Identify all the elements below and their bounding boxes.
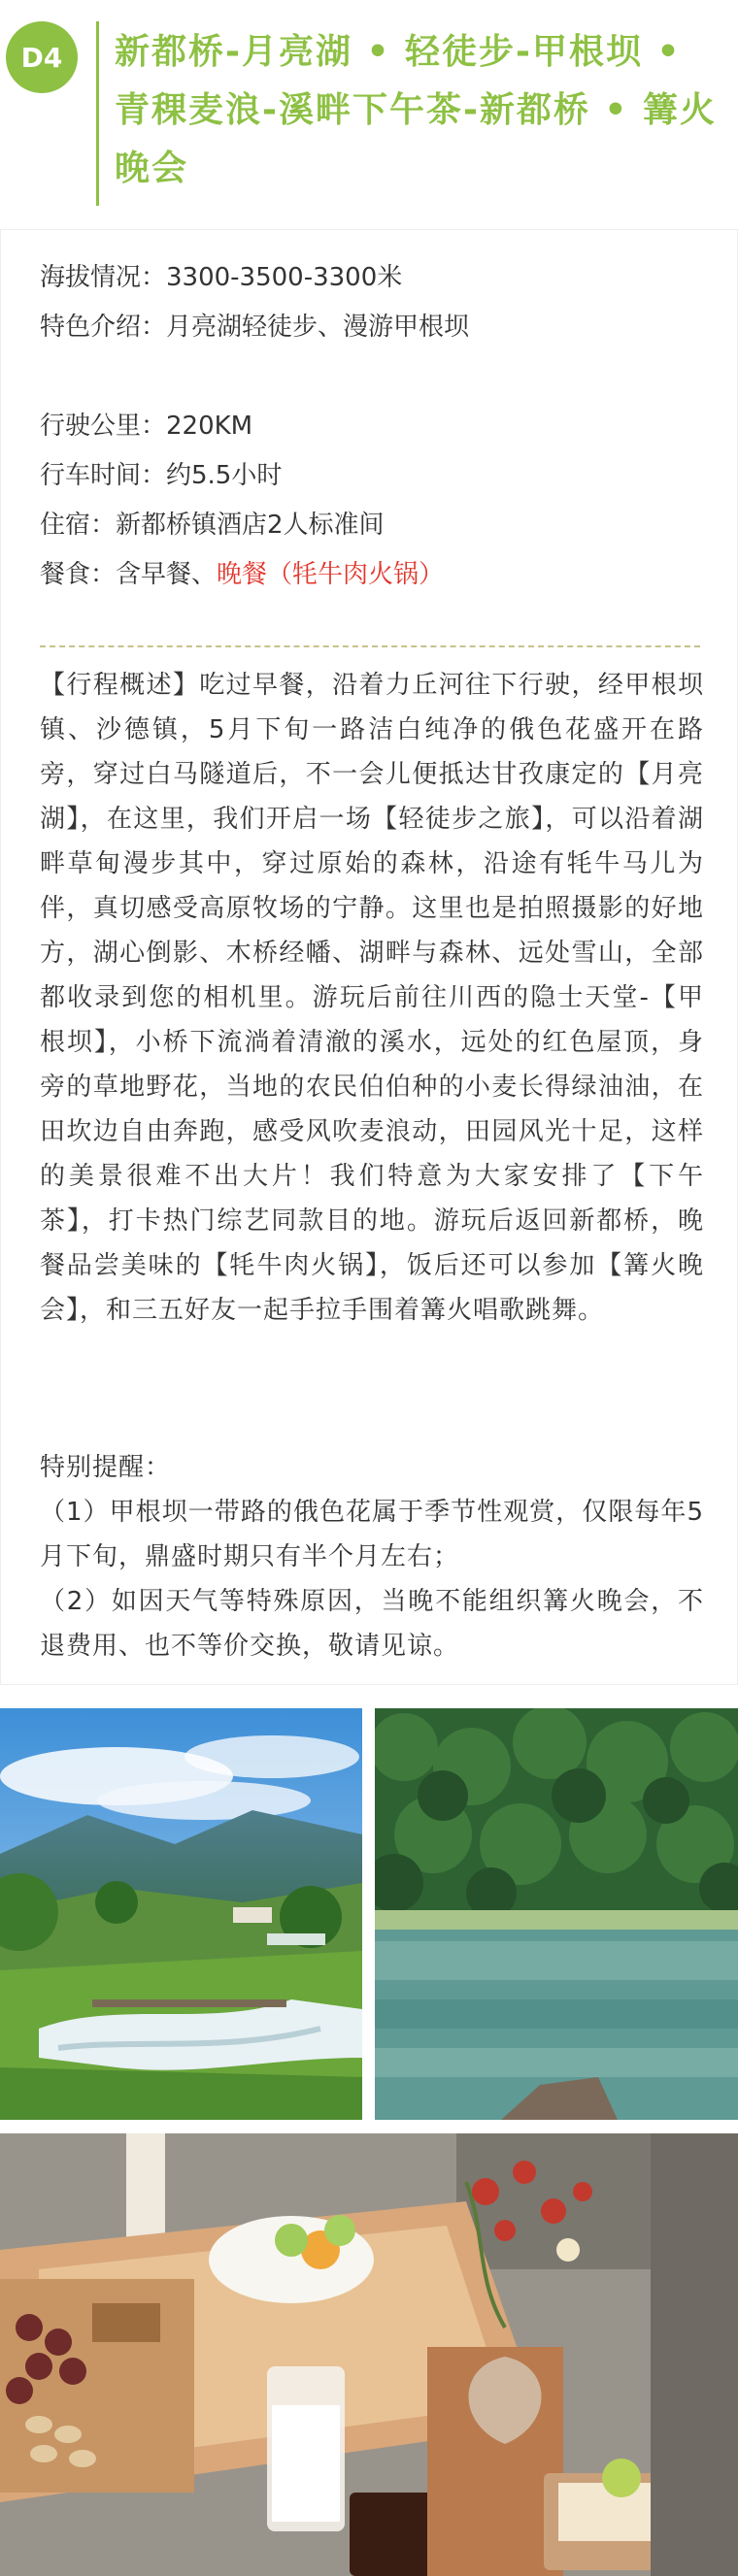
day-header [0, 0, 738, 223]
reminder-item-1: （1）甲根坝一带路的俄色花属于季节性观赏，仅限每年5月下旬，鼎盛时期只有半个月左右； [40, 1498, 704, 1571]
reminder-item-2: （2）如因天气等特殊原因，当晚不能组织篝火晚会，不退费用、也不等价交换，敬请见谅。 [40, 1587, 704, 1661]
photo-afternoon-tea [0, 2133, 738, 2576]
day-badge: D4 [6, 21, 78, 93]
photo-valley-stream [0, 1708, 362, 2120]
reminder-heading: 特别提醒： [40, 1453, 172, 1482]
header-divider [96, 21, 99, 206]
special-reminder [40, 1445, 704, 1668]
itinerary-card [0, 229, 738, 1685]
day-title: 新都桥-月亮湖 • 轻徒步-甲根坝 • 青稞麦浪-溪畔下午茶-新都桥 • 篝火晚会 [115, 32, 717, 188]
overview-text: 【行程概述】吃过早餐，沿着力丘河往下行驶，经甲根坝镇、沙德镇，5月下旬一路洁白纯净的俄色花盛开在路旁，穿过白马隧道后，不一会儿便抵达甘孜康定的【月亮湖】，在这里，我们开启一场【轻徒步之旅】，可以沿着湖畔草甸漫步其中，穿过原始的森林，沿途有牦牛马儿为伴，真切感受高原牧场的宁静。这里也是拍照摄影的好地方，湖心倒影、木桥经幡、湖畔与森林、远处雪山，全部都收录到您的相机里。游玩后前往川西的隐士天堂-【甲根坝】，小桥下流淌着清澈的溪水，远处的红色屋顶，身旁的草地野花，当地的农民伯伯种的小麦长得绿油油，在田坎边自由奔跑，感受风吹麦浪动，田园风光十足，这样的美景很难不出大片！我们特意为大家安排了【下午茶】，打卡热门综艺同款目的地。游玩后返回新都桥，晚餐品尝美味的【牦牛肉火锅】，饭后还可以参加【篝火晚会】，和三五好友一起手拉手围着篝火唱歌跳舞。 [40, 671, 704, 1325]
meals-highlight: 晚餐（牦牛肉火锅） [217, 560, 445, 589]
meals-prefix: 餐食：含早餐、 [40, 560, 218, 589]
hotel-info: 住宿：新都桥镇酒店2人标准间 [40, 511, 385, 540]
feature-info: 特色介绍：月亮湖轻徒步、漫游甲根坝 [40, 313, 470, 342]
photo-forest-lake [375, 1708, 738, 2120]
drive-time-info: 行车时间：约5.5小时 [40, 461, 283, 490]
altitude-info: 海拔情况：3300-3500-3300米 [40, 263, 403, 292]
meals-info [40, 550, 700, 600]
distance-info: 行驶公里：220KM [40, 412, 253, 441]
info-list [40, 253, 700, 600]
dashed-divider [40, 645, 700, 647]
